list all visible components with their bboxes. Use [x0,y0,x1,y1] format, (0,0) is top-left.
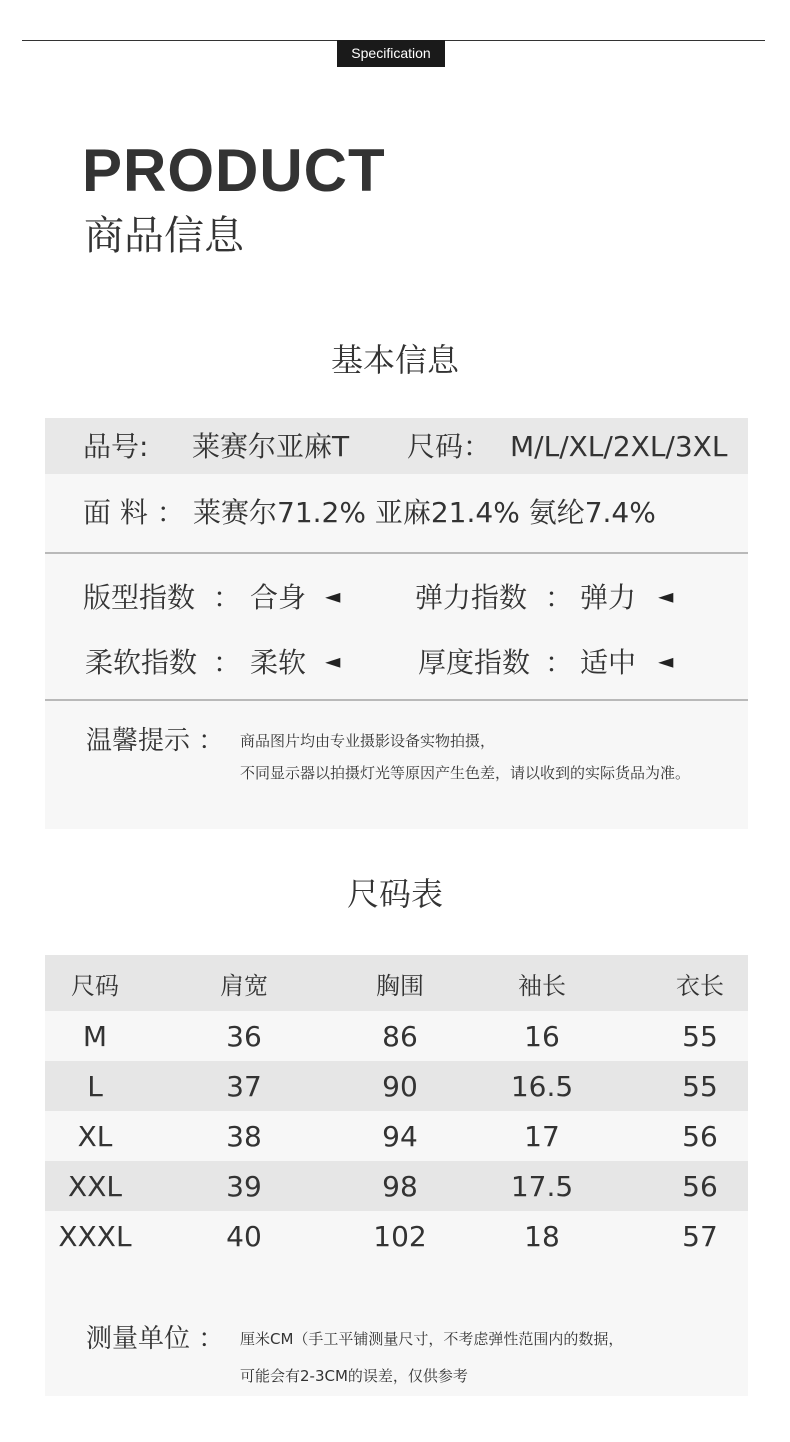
fit-index-colon: ： [213,581,242,614]
thickness-index-arrow-icon: ◄ [658,649,674,673]
cell-shoulder: 40 [226,1219,262,1253]
fabric-label: 面 料 ： [83,496,185,529]
item-no-value: 莱赛尔亚麻T [192,430,350,463]
softness-index-colon: ： [213,646,242,679]
cell-chest: 86 [382,1019,418,1053]
stretch-index-colon: ： [545,581,574,614]
page-title-cn: 商品信息 [84,213,244,259]
basic-info-heading: 基本信息 [330,341,459,379]
cell-sleeve: 18 [524,1219,560,1253]
page-title-en: PRODUCT [82,137,386,204]
table-row [45,1061,748,1111]
thickness-index-label: 厚度指数 [418,646,531,679]
table-header-row [45,955,748,1011]
cell-shoulder: 37 [226,1069,262,1103]
header-sleeve: 袖长 [518,971,566,1000]
header-shoulder: 肩宽 [220,971,268,1000]
cell-length: 56 [682,1119,718,1153]
cell-chest: 94 [382,1119,418,1153]
table-row [45,1161,748,1211]
tip-line-2: 不同显示器以拍摄灯光等原因产生色差，请以收到的实际货品为准。 [240,764,691,782]
tip-line-1: 商品图片均由专业摄影设备实物拍摄， [240,732,496,750]
header-chest: 胸围 [376,971,424,1000]
cell-chest: 90 [382,1069,418,1103]
table-row [45,1211,748,1261]
stretch-index-arrow-icon: ◄ [658,584,674,608]
cell-size: L [87,1069,103,1103]
softness-index-label: 柔软指数 [85,646,198,679]
size-chart-heading: 尺码表 [346,875,443,913]
fit-index-value: 合身 [250,581,307,614]
cell-shoulder: 39 [226,1169,262,1203]
fabric-value: 莱赛尔71.2% 亚麻21.4% 氨纶7.4% [193,496,656,529]
item-no-label: 品号: [83,430,149,463]
header-size: 尺码 [71,971,119,1000]
thickness-index-colon: ： [545,646,574,679]
table-row [45,1011,748,1061]
thickness-index-value: 适中 [580,646,637,679]
fit-index-label: 版型指数 [83,581,196,614]
specification-badge: Specification [337,40,445,67]
cell-length: 56 [682,1169,718,1203]
cell-length: 57 [682,1219,718,1253]
cell-sleeve: 16 [524,1019,560,1053]
divider-2 [45,699,748,701]
table-row [45,1111,748,1161]
cell-size: M [82,1019,108,1053]
size-label: 尺码： [407,430,492,463]
unit-line-2: 可能会有2-3CM的误差，仅供参考 [240,1367,468,1385]
stretch-index-label: 弹力指数 [415,581,528,614]
header-length: 衣长 [676,971,724,1000]
cell-shoulder: 38 [226,1119,262,1153]
cell-size: XXL [68,1169,122,1203]
softness-index-value: 柔软 [250,646,307,679]
size-value: M/L/XL/2XL/3XL [510,430,728,463]
cell-size: XL [77,1119,113,1153]
cell-chest: 102 [373,1219,427,1253]
stretch-index-value: 弹力 [580,581,637,614]
cell-chest: 98 [382,1169,418,1203]
cell-length: 55 [682,1019,718,1053]
unit-label: 测量单位 ： [86,1324,225,1354]
fit-index-arrow-icon: ◄ [325,584,341,608]
cell-sleeve: 17.5 [510,1169,574,1203]
tip-label: 温馨提示 ： [86,726,225,756]
cell-size: XXXL [58,1219,132,1253]
cell-length: 55 [682,1069,718,1103]
unit-line-1: 厘米CM（手工平铺测量尺寸，不考虑弹性范围内的数据， [240,1330,624,1348]
cell-shoulder: 36 [226,1019,262,1053]
softness-index-arrow-icon: ◄ [325,649,341,673]
cell-sleeve: 16.5 [510,1069,574,1103]
divider-1 [45,552,748,554]
cell-sleeve: 17 [524,1119,560,1153]
